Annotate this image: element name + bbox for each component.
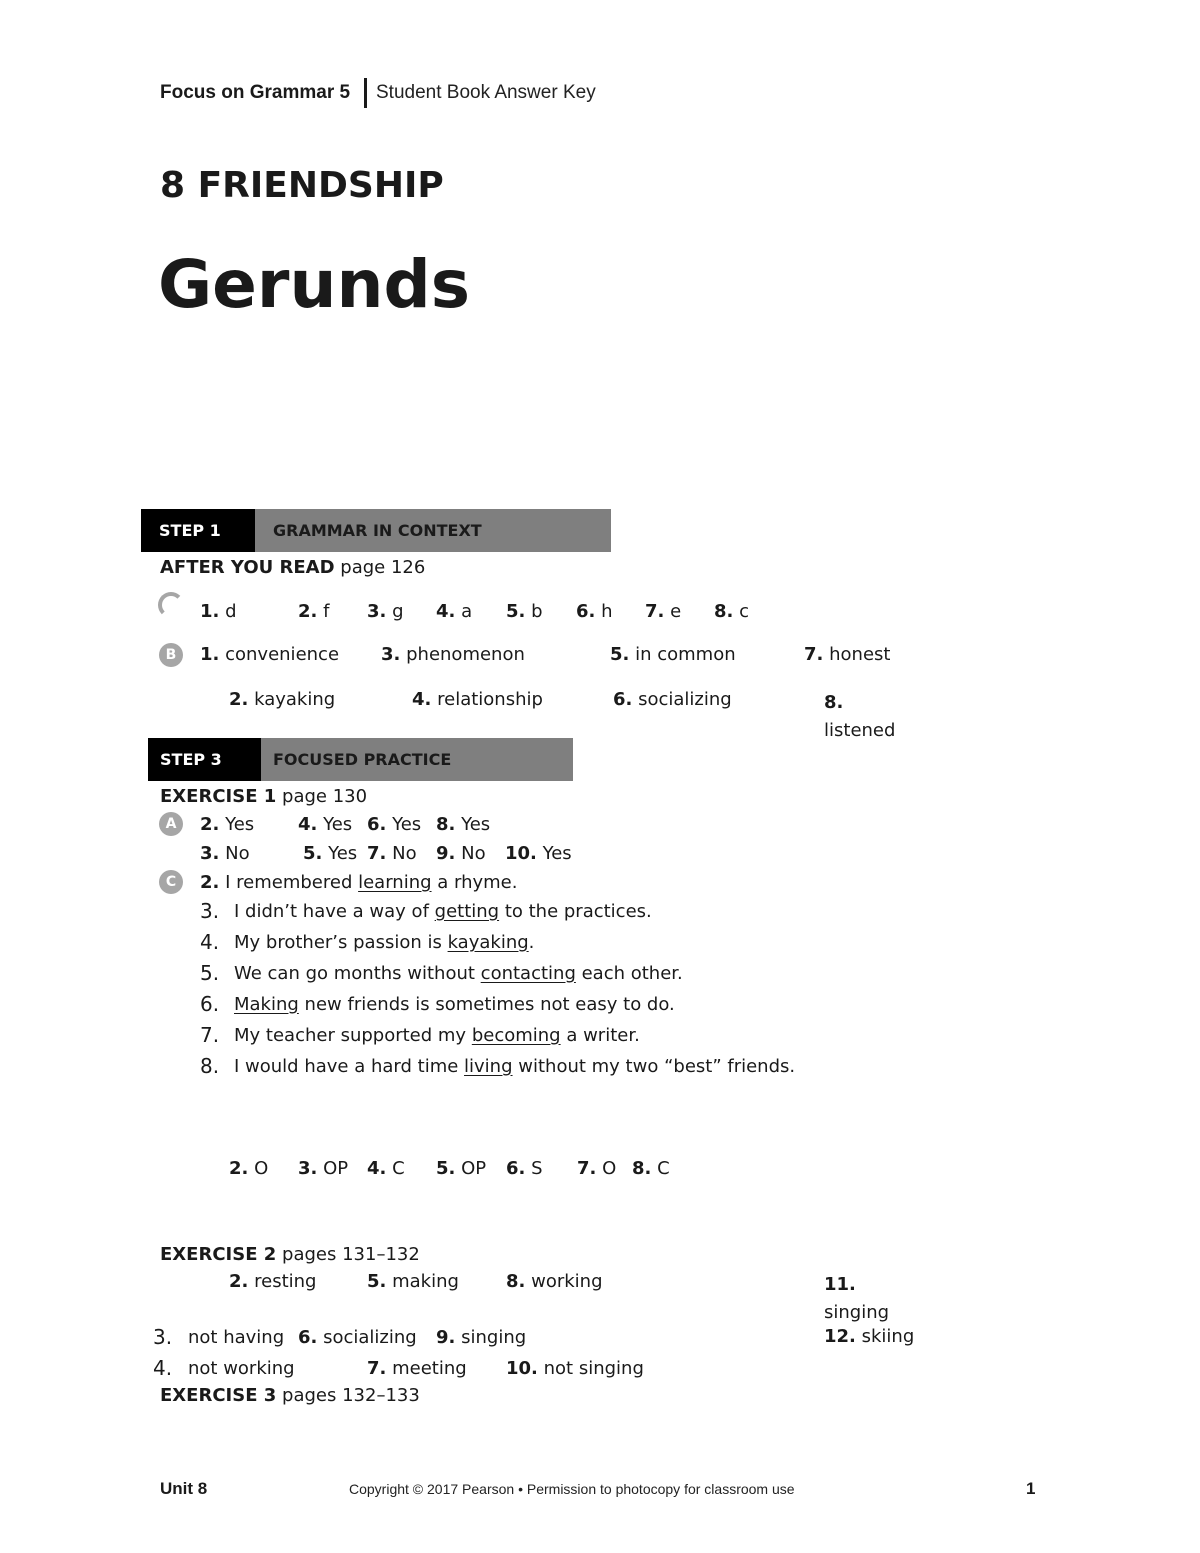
list-item-number: 8. [200,1054,220,1078]
list-item: 2. kayaking [229,689,336,710]
step3-number: STEP 3 [148,738,261,781]
header-divider [364,78,367,108]
exercise-1-heading: EXERCISE 1 page 130 [160,786,368,807]
list-item: I didn’t have a way of getting to the practices. [234,901,652,922]
list-item: We can go months without contacting each other. [234,963,683,984]
page-title: Gerunds [158,246,470,323]
list-item: 12. skiing [824,1326,915,1347]
section-a-badge-icon [158,592,184,618]
list-item: 6. socializing [613,689,732,710]
after-you-read-heading: AFTER YOU READ page 126 [160,557,426,578]
list-item: 2. Yes [200,814,255,835]
list-item: 5. making [367,1271,459,1292]
page-number: 1 [1026,1479,1036,1498]
list-item: 8. c [714,601,750,622]
step1-number: STEP 1 [141,509,255,552]
list-item: 3. OP [298,1158,349,1179]
list-item: My brother’s passion is kayaking. [234,932,535,953]
section-b-badge: B [159,643,183,667]
list-item: 4. a [436,601,473,622]
list-item-number: 3. [200,899,220,923]
list-item: 10. not singing [506,1358,644,1379]
list-item: 3. phenomenon [381,644,525,665]
step3-bar [148,738,573,781]
list-item: 2. I remembered learning a rhyme. [200,872,518,893]
list-item: I would have a hard time living without my two “best” friends. [234,1056,796,1077]
list-item: 8. working [506,1271,603,1292]
list-item: My teacher supported my becoming a writer. [234,1025,640,1046]
book-title: Focus on Grammar 5 [160,82,351,103]
footer-unit: Unit 8 [160,1479,208,1498]
list-item: 2. O [229,1158,269,1179]
list-item: 6. socializing [298,1327,417,1348]
list-item: not having [188,1327,285,1348]
list-item: 2. f [298,601,330,622]
list-item: 8. Yes [436,814,491,835]
list-item-number: 5. [200,961,220,985]
list-item: 4. relationship [412,689,543,710]
list-item: 5. OP [436,1158,487,1179]
step1-bar [141,509,611,552]
list-item: 11. singing [824,1274,890,1323]
list-item: 6. Yes [367,814,422,835]
list-item: 5. b [506,601,543,622]
list-item: 4. Yes [298,814,353,835]
list-item: Making new friends is sometimes not easy to do. [234,994,675,1015]
list-item-number: 7. [200,1023,220,1047]
footer-copyright: Copyright © 2017 Pearson • Permission to photocopy for classroom use [349,1481,795,1497]
step1-label: GRAMMAR IN CONTEXT [255,509,611,552]
list-item: 7. honest [804,644,891,665]
list-item: 7. No [367,843,417,864]
list-item: 5. in common [610,644,736,665]
list-item: 9. singing [436,1327,527,1348]
list-item: 4. C [367,1158,405,1179]
list-item: 3. No [200,843,250,864]
list-item-number: 4. [153,1356,173,1380]
list-item: 2. resting [229,1271,317,1292]
unit-title: 8 FRIENDSHIP [160,165,444,206]
list-item: 3. g [367,601,404,622]
list-item: 6. h [576,601,613,622]
step3-label: FOCUSED PRACTICE [261,738,573,781]
list-item-number: 4. [200,930,220,954]
list-item: 6. S [506,1158,543,1179]
list-item: 1. d [200,601,237,622]
exercise-3-heading: EXERCISE 3 pages 132–133 [160,1385,420,1406]
list-item-number: 6. [200,992,220,1016]
list-item: 8. C [632,1158,670,1179]
list-item-number: 3. [153,1325,173,1349]
list-item: 9. No [436,843,486,864]
list-item: 7. O [577,1158,617,1179]
list-item: 7. meeting [367,1358,467,1379]
list-item: 10. Yes [505,843,572,864]
list-item: 8. listened [824,692,896,741]
list-item: 5. Yes [303,843,358,864]
list-item: 1. convenience [200,644,340,665]
section-c-badge: C [159,870,183,894]
book-subtitle: Student Book Answer Key [376,82,596,103]
list-item: 7. e [645,601,682,622]
list-item: not working [188,1358,295,1379]
exercise-2-heading: EXERCISE 2 pages 131–132 [160,1244,420,1265]
section-a-badge: A [159,812,183,836]
